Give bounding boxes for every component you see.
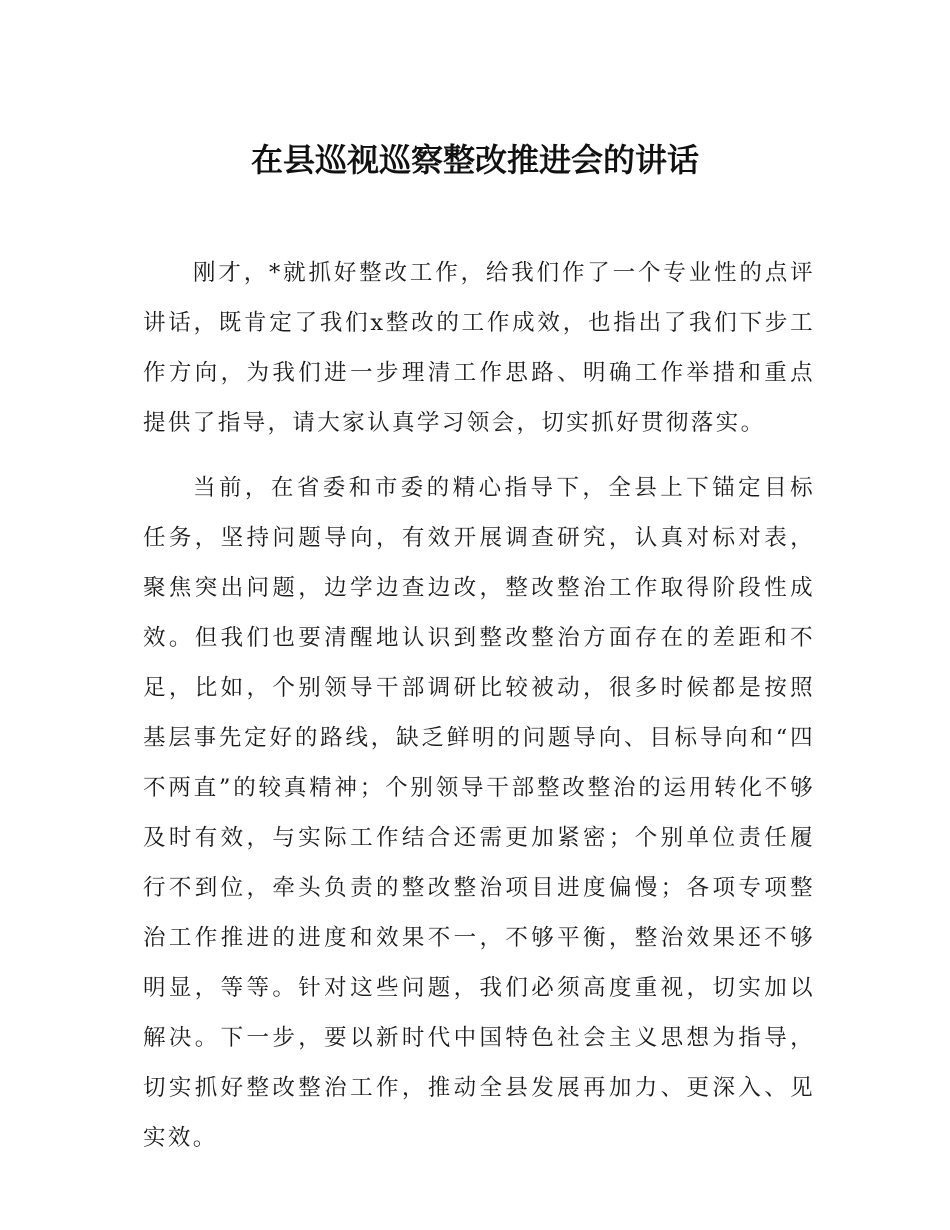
document-title: 在县巡视巡察整改推进会的讲话 (250, 141, 699, 180)
body-paragraph-2: 当前，在省委和市委的精心指导下，全县上下锚定目标任务，坚持问题导向，有效开展调查研究，认真对标对表，聚焦突出问题，边学边查边改，整改整治工作取得阶段性成效。但我们也要清醒地认识到整改整治方面存在的差距和不足，比如，个别领导干部调研比较被动，很多时候都是按照基层事先定好的路线，缺乏鲜明的问题导向、目标导向和“四不两直”的较真精神；个别领导干部整改整治的运用转化不够及时有效，与实际工作结合还需更加紧密；个别单位责任履行不到位，牵头负责的整改整治项目进度偏慢；各项专项整治工作推进的进度和效果不一，不够平衡，整治效果还不够明显，等等。针对这些问题，我们必须高度重视，切实加以解决。下一步，要以新时代中国特色社会主义思想为指导，切实抓好整改整治工作，推动全县发展再加力、更深入、见实效。 (143, 475, 815, 1151)
body-paragraph-1: 刚才，*就抓好整改工作，给我们作了一个专业性的点评讲话，既肯定了我们x整改的工作成效，也指出了我们下步工作方向，为我们进一步理清工作思路、明确工作举措和重点提供了指导，请大家认真学习领会，切实抓好贯彻落实。 (143, 260, 815, 436)
